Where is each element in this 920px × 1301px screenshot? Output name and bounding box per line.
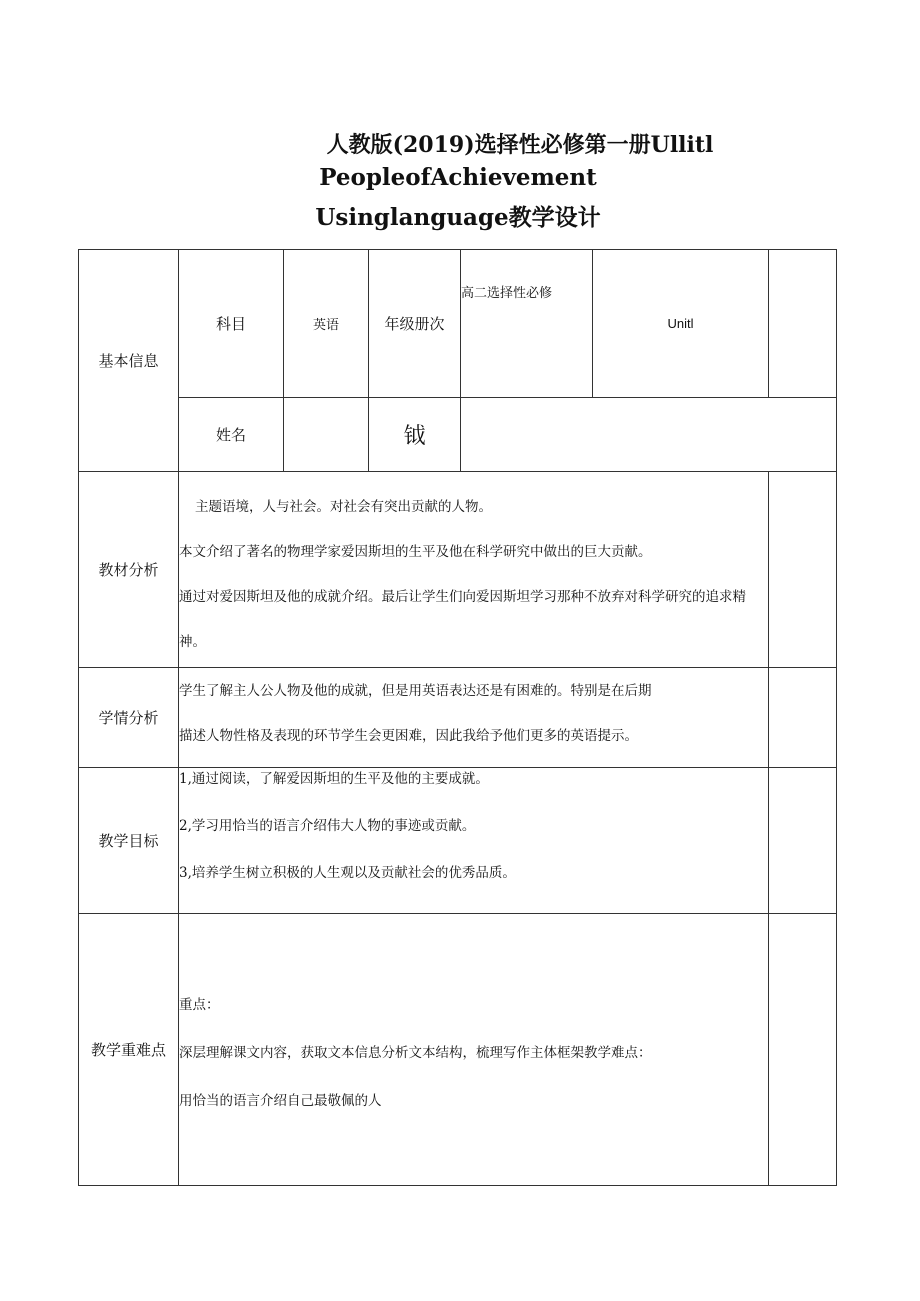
grade-value: 高二选择性必修 (461, 250, 593, 398)
material-analysis-content (179, 472, 769, 668)
doc-title-line3: Usinglanguage教学设计 (315, 204, 601, 231)
goal-line: 2,学习用恰当的语言介绍伟大人物的事迹或贡献。 (179, 818, 476, 835)
goal-line: 1,通过阅读，了解爱因斯坦的生平及他的主要成就。 (179, 771, 489, 787)
material-line: 本文介绍了著名的物理学家爱因斯坦的生平及他在科学研究中做出的巨大贡献。 (179, 544, 652, 561)
basic-info-label: 基本信息 (79, 250, 179, 472)
empty-cell (769, 914, 837, 1186)
empty-cell (769, 472, 837, 668)
doc-title-line2: PeopleofAchievement (319, 164, 597, 191)
empty-cell (769, 250, 837, 398)
subject-label: 科目 (179, 250, 284, 398)
material-line: 神。 (179, 633, 206, 650)
lesson-plan-table (78, 249, 837, 1186)
student-analysis-label: 学情分析 (79, 668, 179, 768)
key-line: 用恰当的语言介绍自己最敬佩的人 (179, 1093, 382, 1110)
key-line: 重点： (179, 997, 220, 1013)
key-points-content (179, 914, 769, 1186)
material-line: 通过对爱因斯坦及他的成就介绍。最后让学生们向爱因斯坦学习那种不放弃对科学研究的追求精 (179, 589, 746, 606)
material-line: 主题语境，人与社会。对社会有突出贡献的人物。 (195, 499, 492, 515)
key-line: 深层理解课文内容，获取文本信息分析文本结构，梳理写作主体框架教学难点： (179, 1045, 652, 1062)
name-value: 钺 (369, 398, 461, 472)
student-line: 描述人物性格及表现的环节学生会更困难，因此我给予他们更多的英语提示。 (179, 728, 638, 745)
key-points-label: 教学重难点 (79, 914, 179, 1186)
unit-value: Unitl (593, 250, 769, 398)
name-label: 姓名 (179, 398, 284, 472)
empty-cell (769, 668, 837, 768)
teaching-goals-content (179, 768, 769, 914)
student-line: 学生了解主人公人物及他的成就，但是用英语表达还是有困难的。特别是在后期 (179, 683, 652, 699)
goal-line: 3,培养学生树立积极的人生观以及贡献社会的优秀品质。 (179, 865, 516, 882)
grade-label: 年级册次 (369, 250, 461, 398)
teaching-goals-label: 教学目标 (79, 768, 179, 914)
doc-title-line1: 人教版(2019)选择性必修第一册Ullitl (326, 132, 714, 158)
empty-cell (284, 398, 369, 472)
empty-cell (461, 398, 837, 472)
subject-value: 英语 (284, 250, 369, 398)
empty-cell (769, 768, 837, 914)
material-analysis-label: 教材分析 (79, 472, 179, 668)
student-analysis-content (179, 668, 769, 768)
